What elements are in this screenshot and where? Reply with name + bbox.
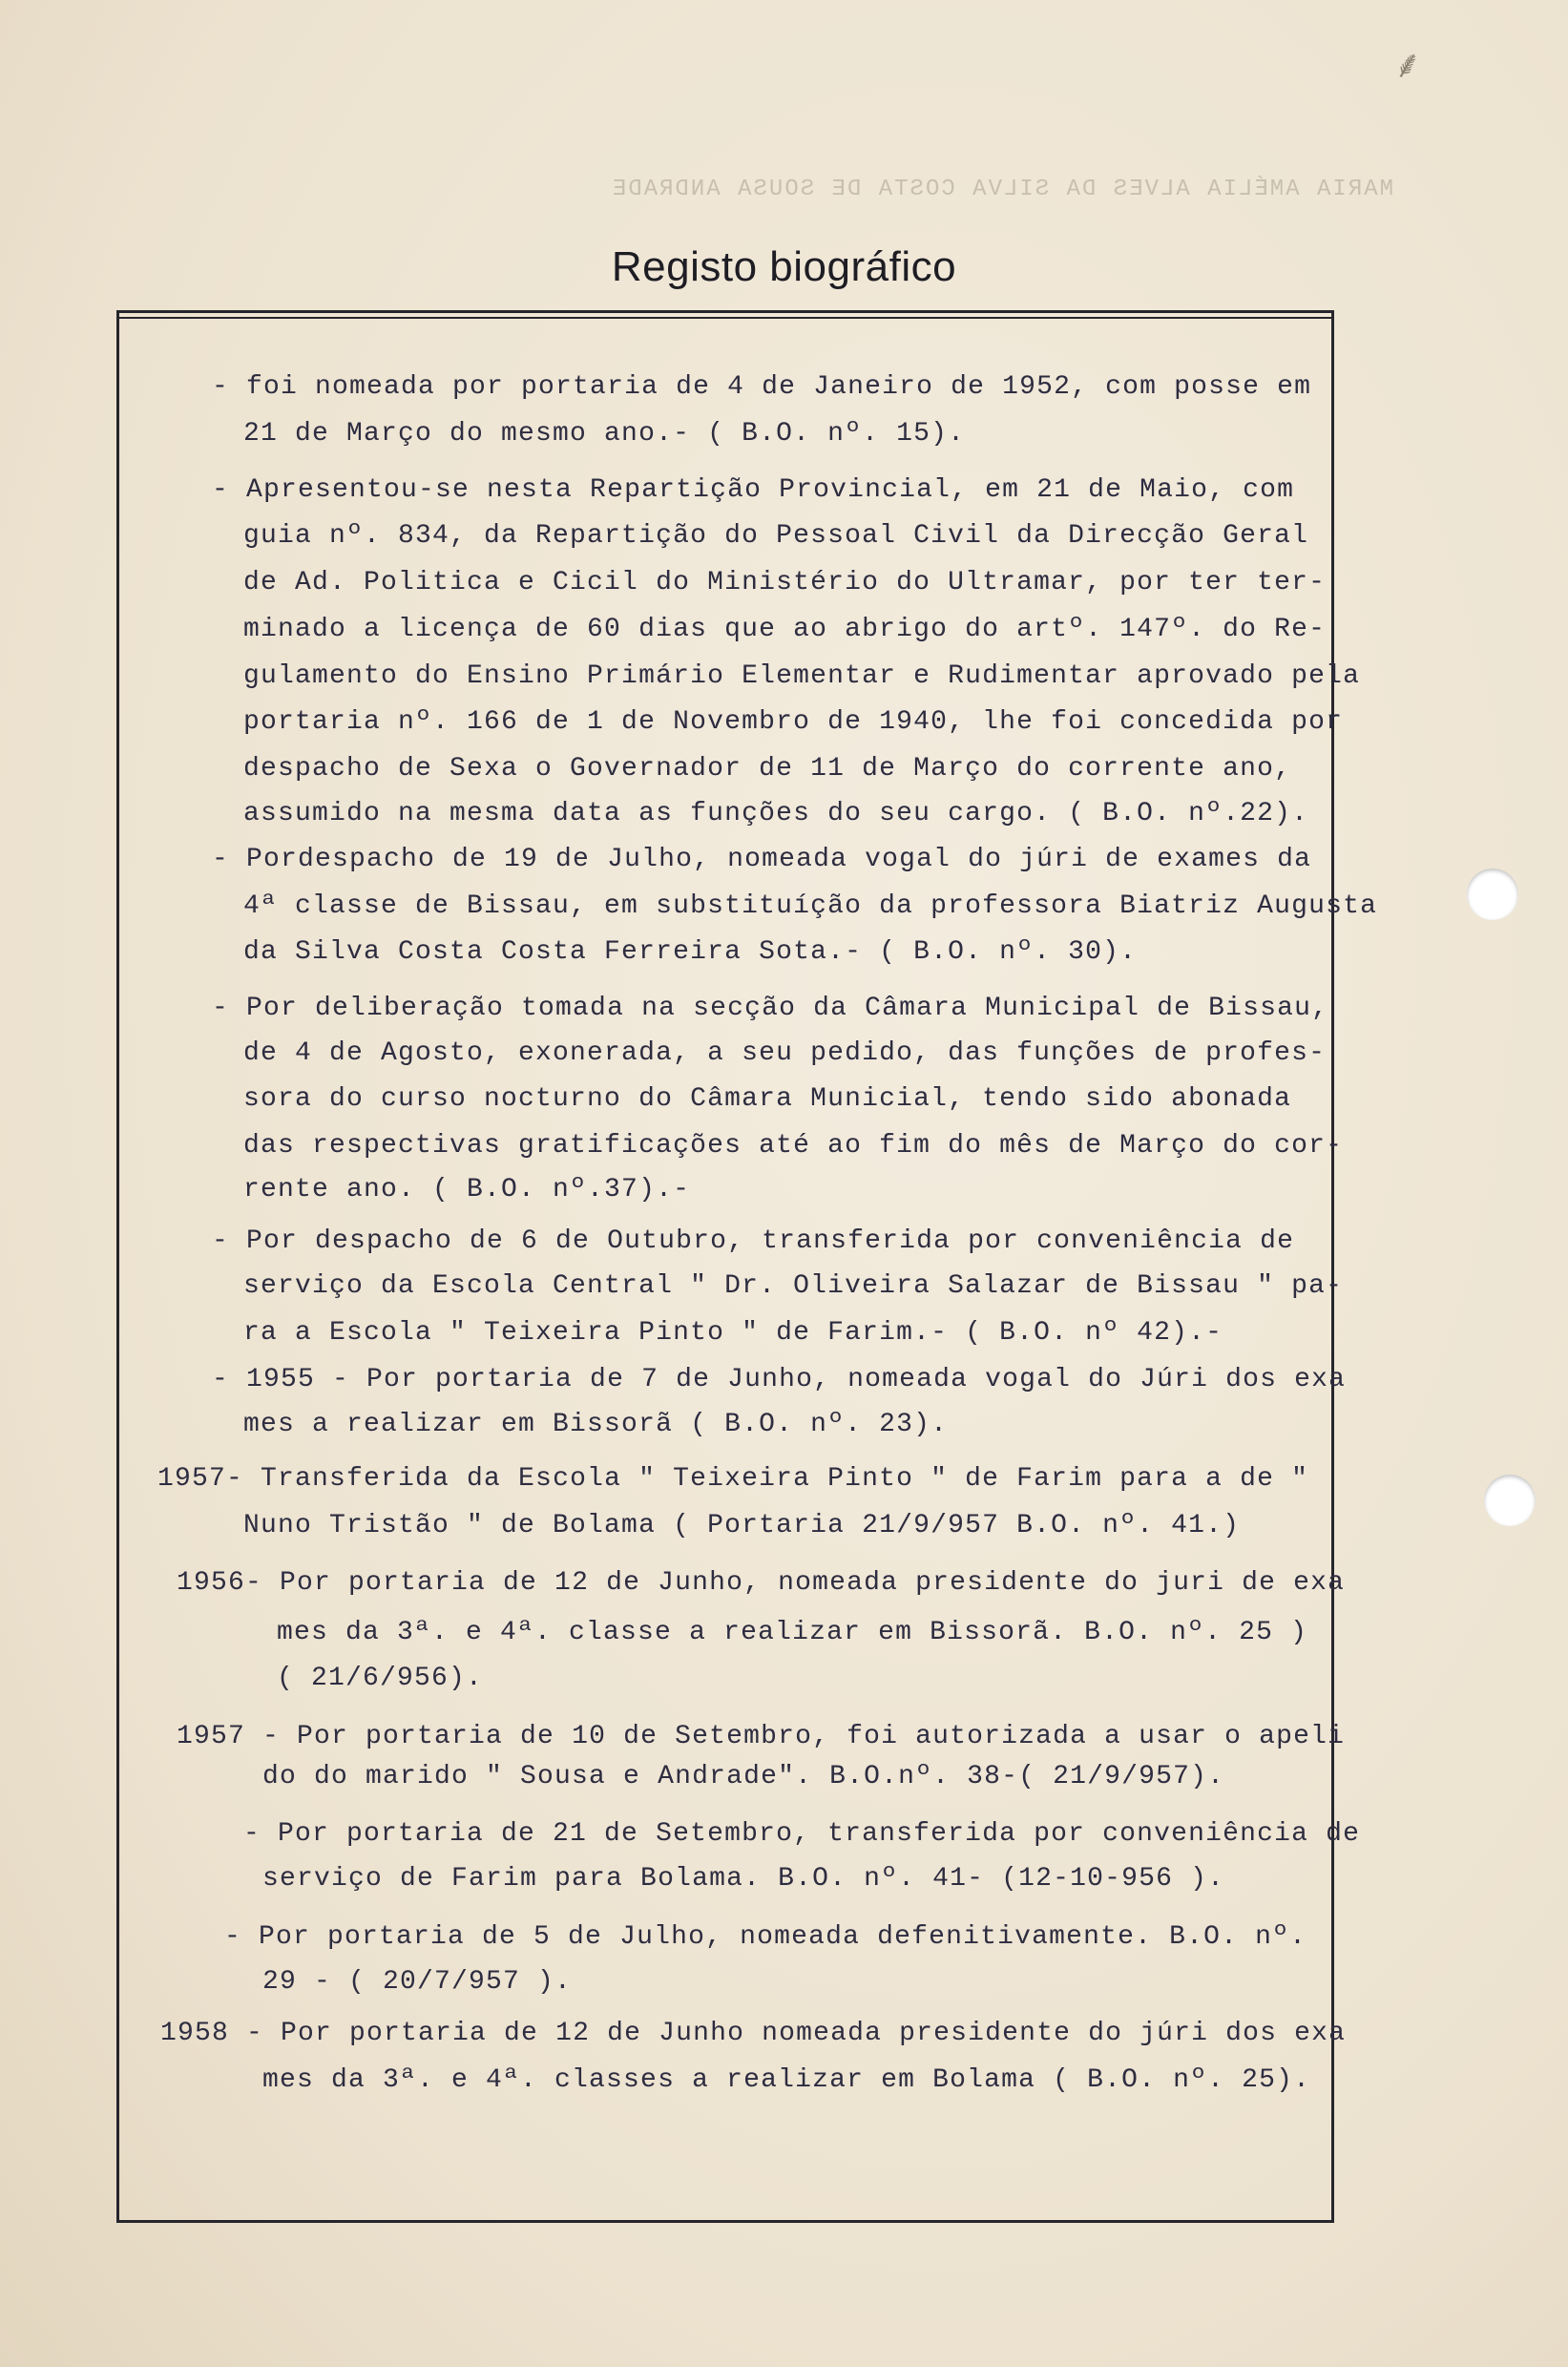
text-line: 29 - ( 20/7/957 ). bbox=[262, 1967, 573, 1997]
text-line: 4ª classe de Bissau, em substituíção da professora Biatriz Augusta bbox=[243, 891, 1378, 921]
text-line: 1957 - Por portaria de 10 de Setembro, foi autorizada a usar o apeli bbox=[177, 1722, 1346, 1751]
text-line: minado a licença de 60 dias que ao abrigo do artº. 147º. do Re- bbox=[243, 615, 1327, 644]
text-line: de Ad. Politica e Cicil do Ministério do Ultramar, por ter ter- bbox=[243, 568, 1327, 597]
text-line: serviço da Escola Central " Dr. Oliveira Salazar de Bissau " pa- bbox=[243, 1271, 1344, 1301]
text-line: 1957- Transferida da Escola " Teixeira Pinto " de Farim para a de " bbox=[157, 1464, 1309, 1494]
text-line: - Pordespacho de 19 de Julho, nomeada vogal do júri de exames da bbox=[212, 845, 1312, 874]
text-line: 21 de Março do mesmo ano.- ( B.O. nº. 15). bbox=[243, 419, 966, 449]
text-line: gulamento do Ensino Primário Elementar e Rudimentar aprovado pela bbox=[243, 661, 1361, 691]
text-line: - Por portaria de 5 de Julho, nomeada defenitivamente. B.O. nº. bbox=[224, 1922, 1307, 1952]
corner-stain-icon: ⸙ bbox=[1393, 43, 1422, 87]
text-line: rente ano. ( B.O. nº.37).- bbox=[243, 1175, 691, 1204]
text-line: mes da 3ª. e 4ª. classe a realizar em Bissorã. B.O. nº. 25 ) bbox=[277, 1618, 1308, 1647]
text-line: - Apresentou-se nesta Repartição Provincial, em 21 de Maio, com bbox=[212, 475, 1295, 505]
punch-hole bbox=[1484, 1475, 1536, 1526]
text-line: 1958 - Por portaria de 12 de Junho nomeada presidente do júri dos exa bbox=[160, 2019, 1347, 2048]
frame-divider bbox=[116, 317, 1334, 319]
text-line: - foi nomeada por portaria de 4 de Janeiro de 1952, com posse em bbox=[212, 372, 1312, 402]
text-line: mes a realizar em Bissorã ( B.O. nº. 23). bbox=[243, 1410, 949, 1439]
text-line: - 1955 - Por portaria de 7 de Junho, nomeada vogal do Júri dos exa bbox=[212, 1365, 1347, 1394]
text-line: ( 21/6/956). bbox=[277, 1664, 484, 1693]
text-line: mes da 3ª. e 4ª. classes a realizar em Bolama ( B.O. nº. 25). bbox=[262, 2065, 1311, 2095]
page-title: Registo biográfico bbox=[611, 243, 957, 290]
text-line: da Silva Costa Costa Ferreira Sota.- ( B.O. nº. 30). bbox=[243, 937, 1138, 967]
text-line: portaria nº. 166 de 1 de Novembro de 1940, lhe foi concedida por bbox=[243, 707, 1344, 737]
text-line: 1956- Por portaria de 12 de Junho, nomeada presidente do juri de exa bbox=[177, 1568, 1346, 1598]
text-line: - Por portaria de 21 de Setembro, transferida por conveniência de bbox=[243, 1819, 1361, 1849]
text-line: despacho de Sexa o Governador de 11 de Março do corrente ano, bbox=[243, 754, 1292, 784]
text-line: do do marido " Sousa e Andrade". B.O.nº. 38-( 21/9/957). bbox=[262, 1762, 1225, 1791]
text-line: ra a Escola " Teixeira Pinto " de Farim.- ( B.O. nº 42).- bbox=[243, 1318, 1223, 1348]
text-line: - Por despacho de 6 de Outubro, transferida por conveniência de bbox=[212, 1226, 1295, 1256]
text-line: Nuno Tristão " de Bolama ( Portaria 21/9/957 B.O. nº. 41.) bbox=[243, 1511, 1241, 1540]
text-line: assumido na mesma data as funções do seu cargo. ( B.O. nº.22). bbox=[243, 799, 1309, 828]
punch-hole bbox=[1467, 869, 1518, 920]
text-line: das respectivas gratificações até ao fim do mês de Março do cor- bbox=[243, 1131, 1344, 1161]
faint-header: MARIA AMÉLIA ALVES DA SILVA COSTA DE SOUSA ANDRADE bbox=[610, 177, 1393, 202]
text-line: sora do curso nocturno do Câmara Municial, tendo sido abonada bbox=[243, 1084, 1292, 1114]
text-line: serviço de Farim para Bolama. B.O. nº. 41- (12-10-956 ). bbox=[262, 1864, 1225, 1894]
text-line: de 4 de Agosto, exonerada, a seu pedido, das funções de profes- bbox=[243, 1038, 1327, 1068]
text-line: - Por deliberação tomada na secção da Câmara Municipal de Bissau, bbox=[212, 994, 1329, 1023]
text-line: guia nº. 834, da Repartição do Pessoal Civil da Direcção Geral bbox=[243, 521, 1309, 551]
